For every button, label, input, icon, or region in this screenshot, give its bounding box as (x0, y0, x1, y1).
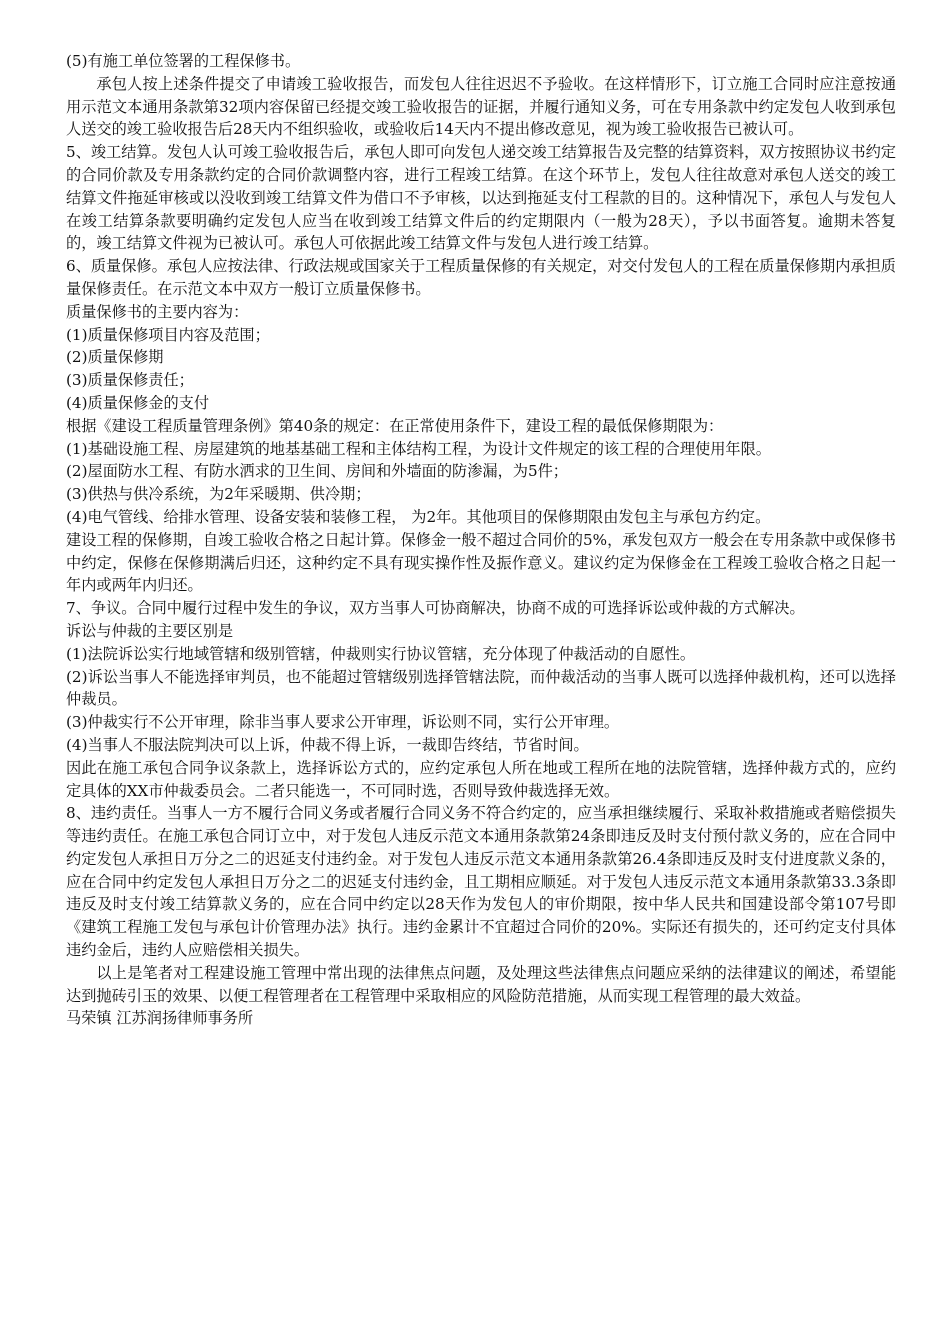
paragraph-dispute: 7、争议。合同中履行过程中发生的争议，双方当事人可协商解决，协商不成的可选择诉讼或仲裁的方式解决。 (66, 599, 805, 618)
list-item-difference-1: (1)法院诉讼实行地域管辖和级别管辖，仲裁则实行协议管辖，充分体现了仲裁活动的自愿性。 (66, 644, 696, 663)
paragraph-warranty-period: 建设工程的保修期，自竣工验收合格之日起计算。保修金一般不超过合同价的5%，承发包双方一般会在专用条款中或保修书中约定，保修在保修期满后归还，这种约定不具有现实操作性及振作意义。建议约定为保修金在工程竣工验收合格之日起一年内或两年内归还。 (66, 530, 896, 595)
list-item-warranty-4: (4)质量保修金的支付 (66, 393, 210, 412)
list-item-warranty-1: (1)质量保修项目内容及范围； (66, 325, 270, 344)
paragraph-dispute-clause: 因此在施工承包合同争议条款上，选择诉讼方式的，应约定承包人所在地或工程所在地的法院管辖，选择仲裁方式的，应约定具体的XX市仲裁委员会。二者只能选一，不可同时选，否则导致仲裁选择无效。 (66, 758, 896, 800)
paragraph-liability: 8、违约责任。当事人一方不履行合同义务或者履行合同义务不符合约定的，应当承担继续履行、采取补救措施或者赔偿损失等违约责任。在施工承包合同订立中，对于发包人违反示范文本通用条款第24条即违反及时支付预付款义务的，应在合同中约定发包人承担日万分之二的迟延支付违约金。对于发包人违反示范文本通用条款第26.4条即违反及时支付进度款义条的，应在合同中约定发包人承担日万分之二的迟延支付违约金，且工期相应顺延。对于发包人违反示范文本通用条款第33.3条即违反及时支付竣工结算款义务的，应在合同中约定以28天作为发包人的审价期限，按中华人民共和国建设部令第107号即《建筑工程施工发包与承包计价管理办法》执行。违约金累计不宜超过合同价的20%。实际还有损失的，还可约定支付具体违约金后，违约人应赔偿相关损失。 (66, 804, 896, 960)
paragraph-acceptance-note: 承包人按上述条件提交了申请竣工验收报告，而发包人往往迟迟不予验收。在这样情形下，订立施工合同时应注意按通用示范文本通用条款第32项内容保留已经提交竣工验收报告的证据，并履行通知义务，可在专用条款中约定发包人收到承包人送交的竣工验收报告后28天内不组织验收，或验收后14天内不提出修改意见，视为竣工验收报告已被认可。 (66, 74, 896, 139)
paragraph-regulation-reference: 根据《建设工程质量管理条例》第40条的规定：在正常使用条件下，建设工程的最低保修期限为： (66, 416, 724, 435)
paragraph-warranty-item-5: (5)有施工单位签署的工程保修书。 (66, 52, 301, 70)
list-item-period-1: (1)基础设施工程、房屋建筑的地基基础工程和主体结构工程，为设计文件规定的该工程的合理使用年限。 (66, 439, 771, 458)
paragraph-warranty-contents-heading: 质量保修书的主要内容为： (66, 302, 249, 321)
paragraph-quality-warranty: 6、质量保修。承包人应按法律、行政法规或国家关于工程质量保修的有关规定，对交付发包人的工程在质量保修期内承担质量保修责任。在示范文本中双方一般订立质量保修书。 (66, 257, 896, 298)
paragraph-differences-heading: 诉讼与仲裁的主要区别是 (66, 621, 234, 640)
list-item-difference-4: (4)当事人不服法院判决可以上诉，仲裁不得上诉，一裁即告终结，节省时间。 (66, 735, 589, 754)
list-item-period-3: (3)供热与供冷系统，为2年采暖期、供冷期； (66, 485, 371, 504)
author-signature: 马荣镇 江苏润扬律师事务所 (66, 1009, 254, 1028)
list-item-period-2: (2)屋面防水工程、有防水洒求的卫生间、房间和外墙面的防渗漏，为5件； (66, 462, 568, 481)
list-item-difference-3: (3)仲裁实行不公开审理，除非当事人要求公开审理，诉讼则不同，实行公开审理。 (66, 713, 620, 732)
paragraph-settlement: 5、竣工结算。发包人认可竣工验收报告后，承包人即可向发包人递交竣工结算报告及完整的结算资料，双方按照协议书约定的合同价款及专用条款约定的合同价款调整内容，进行工程竣工结算。在这个环节上，发包人往往故意对承包人送交的竣工结算文件拖延审核或以没收到竣工结算文件为借口不予审核，以达到拖延支付工程款的目的。这种情况下，承包人与发包人在竣工结算条款要明确约定发包人应当在收到竣工结算文件后的约定期限内（一般为28天），予以书面答复。逾期未答复的，竣工结算文件视为已被认可。承包人可依据此竣工结算文件与发包人进行竣工结算。 (66, 143, 896, 253)
list-item-warranty-3: (3)质量保修责任； (66, 371, 194, 390)
paragraph-conclusion: 以上是笔者对工程建设施工管理中常出现的法律焦点问题，及处理这些法律焦点问题应采纳的法律建议的阐述，希望能达到抛砖引玉的效果、以便工程管理者在工程管理中采取相应的风险防范措施，从而实现工程管理的最大效益。 (66, 963, 896, 1005)
document-page (66, 50, 896, 1030)
list-item-difference-2: (2)诉讼当事人不能选择审判员，也不能超过管辖级别选择管辖法院，而仲裁活动的当事人既可以选择仲裁机构，还可以选择仲裁员。 (66, 667, 896, 709)
list-item-warranty-2: (2)质量保修期 (66, 348, 164, 367)
list-item-period-4: (4)电气管线、给排水管理、设备安装和装修工程， 为2年。其他项目的保修期限由发包主与承包方约定。 (66, 507, 771, 526)
